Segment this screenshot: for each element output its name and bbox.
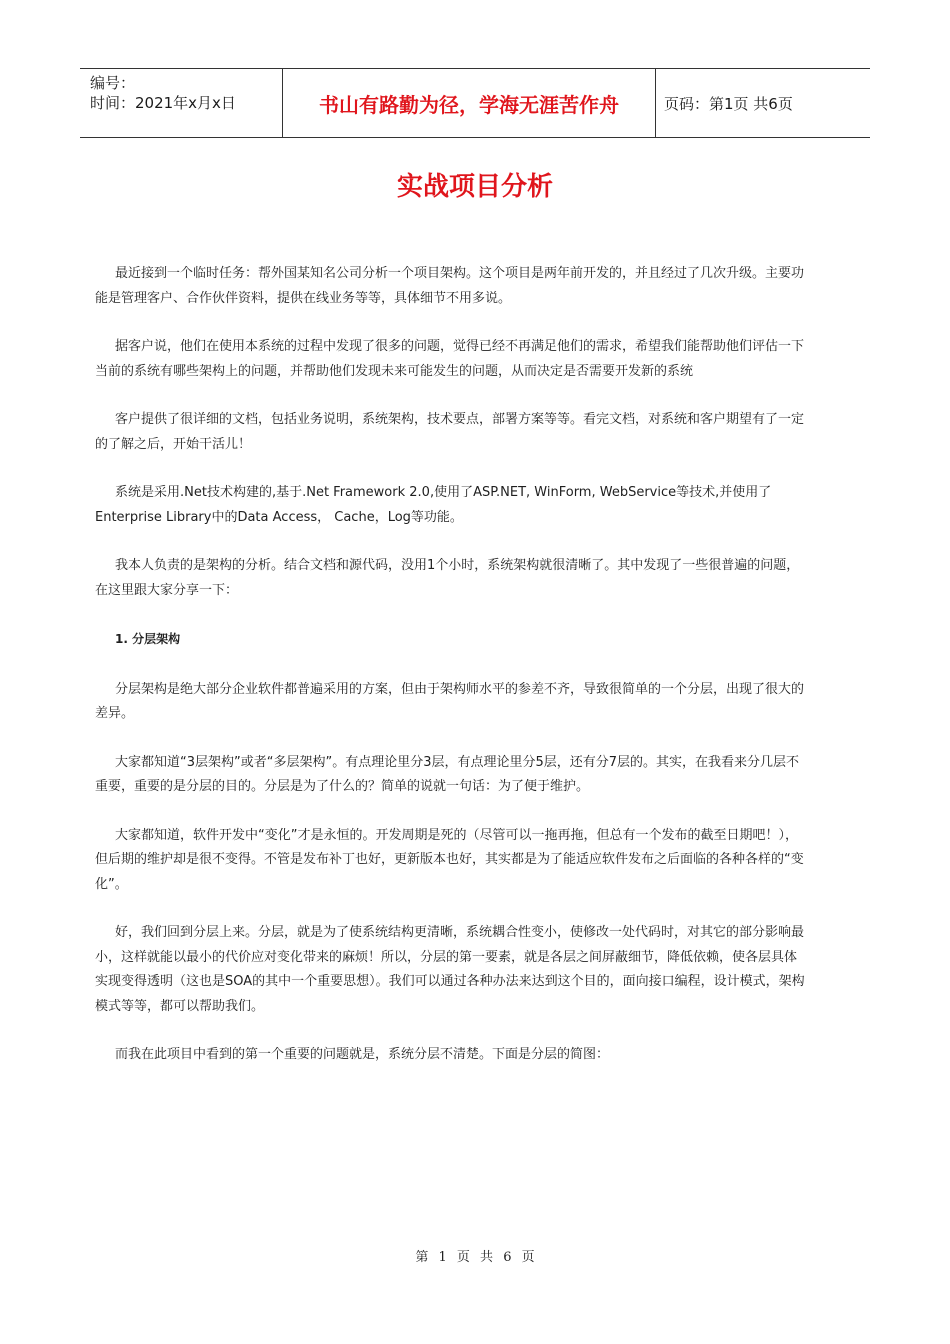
paragraph: 而我在此项目中看到的第一个重要的问题就是，系统分层不清楚。下面是分层的简图：: [115, 1047, 610, 1062]
paragraph: 大家都知道“3层架构”或者“多层架构”。有点理论里分3层，有点理论里分5层，还有分7层的。其实，在我看来分几层不重要，重要的是分层的目的。分层是为了什么的？简单的说就一句话：为了便于维护。: [95, 754, 800, 794]
document-body: [95, 262, 807, 1068]
page-footer: 第 1 页 共 6 页: [415, 1250, 535, 1265]
paragraph: 客户提供了很详细的文档，包括业务说明，系统架构，技术要点，部署方案等等。看完文档，对系统和客户期望有了一定的了解之后，开始干活儿！: [95, 412, 805, 452]
paragraph: 据客户说，他们在使用本系统的过程中发现了很多的问题，觉得已经不再满足他们的需求，希望我们能帮助他们评估一下当前的系统有哪些架构上的问题，并帮助他们发现未来可能发生的问题，从而决定是否需要开发新的系统: [95, 339, 805, 379]
header-page-label: 页码：第1页 共6页: [664, 94, 793, 113]
paragraph: 最近接到一个临时任务：帮外国某知名公司分析一个项目架构。这个项目是两年前开发的，并且经过了几次升级。主要功能是管理客户、合作伙伴资料，提供在线业务等等，具体细节不用多说。: [95, 266, 805, 306]
document-title: 实战项目分析: [396, 172, 553, 202]
paragraph: 大家都知道，软件开发中“变化”才是永恒的。开发周期是死的（尽管可以一拖再拖，但总有一个发布的截至日期吧！），但后期的维护却是很不变得。不管是发布补丁也好，更新版本也好，其实都是为了能适应软件发布之后面临的各种各样的“变化”。: [95, 827, 804, 892]
paragraph: 分层架构是绝大部分企业软件都普遍采用的方案，但由于架构师水平的参差不齐，导致很简单的一个分层，出现了很大的差异。: [95, 681, 805, 721]
number-label: 编号：: [90, 74, 136, 92]
header-motto: 书山有路勤为径，学海无涯苦作舟: [282, 69, 656, 137]
page-header: [80, 68, 870, 138]
paragraph: 我本人负责的是架构的分析。结合文档和源代码，没用1个小时，系统架构就很清晰了。其中发现了一些很普遍的问题，在这里跟大家分享一下：: [95, 558, 800, 598]
paragraph: 好，我们回到分层上来。分层，就是为了使系统结构更清晰，系统耦合性变小，使修改一处代码时，对其它的部分影响最小，这样就能以最小的代价应对变化带来的麻烦！所以，分层的第一要素，就是各层之间屏蔽细节，降低依赖，使各层具体实现变得透明（这也是SOA的其中一个重要思想）。我们可以通过各种办法来达到这个目的，面向接口编程，设计模式，架构模式等等，都可以帮助我们。: [95, 925, 805, 1014]
header-meta: [80, 69, 282, 137]
date-label: 时间：2021年x月x日: [90, 94, 236, 112]
section-heading: 1. 分层架构: [115, 632, 181, 646]
paragraph: 系统是采用.Net技术构建的,基于.Net Framework 2.0,使用了ASP.NET, WinForm, WebService等技术,并使用了Enterprise Library中的Data Access， Cache，Log等功能。: [95, 485, 772, 525]
